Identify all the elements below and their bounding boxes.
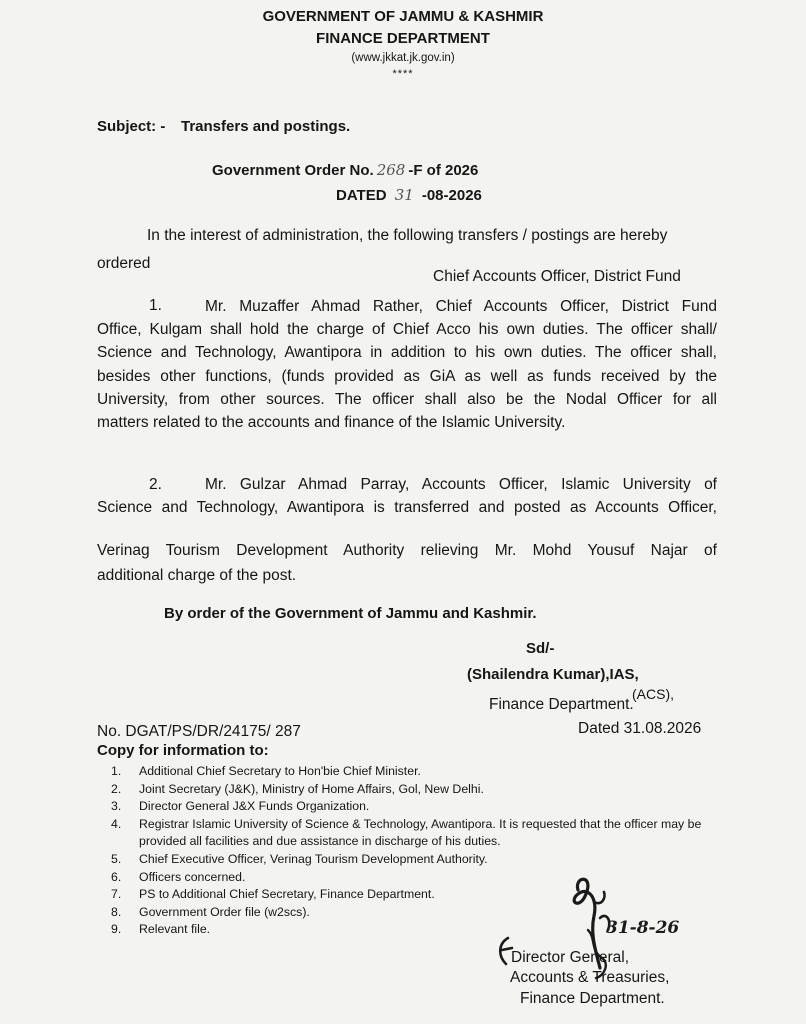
paragraph-1-line: Science and Technology, Awantipora in addition to his own duties. The officer shall, bbox=[97, 344, 717, 362]
director-title: Director General, bbox=[511, 949, 630, 966]
copy-item-text: Officers concerned. bbox=[139, 869, 246, 884]
letterhead-stars: **** bbox=[392, 68, 414, 80]
signature-dept: Finance Department. bbox=[489, 696, 634, 713]
copy-item-number: 3. bbox=[111, 799, 122, 814]
copy-item-number: 2. bbox=[111, 781, 122, 796]
copy-item-text: Joint Secretary (J&K), Ministry of Home Affairs, Gol, New Delhi. bbox=[139, 781, 484, 796]
intro-line-1: In the interest of administration, the following transfers / postings are hereby bbox=[147, 227, 668, 244]
letterhead-website: (www.jkkat.jk.gov.in) bbox=[351, 52, 455, 64]
copy-item-number: 5. bbox=[111, 851, 122, 866]
copy-item-text: Registrar Islamic University of Science & Technology, Awantipora. It is requested that the officer may be bbox=[139, 816, 702, 831]
paragraph-2-line: additional charge of the post. bbox=[97, 567, 297, 584]
copy-item-continuation: provided all facilities and due assistance in discharge of his duties. bbox=[139, 834, 501, 849]
order-number-line bbox=[212, 161, 478, 179]
subject-text: Transfers and postings. bbox=[181, 118, 351, 135]
copy-list-item bbox=[111, 816, 701, 834]
copy-heading: Copy for information to: bbox=[97, 742, 269, 759]
intro-overlap-text: Chief Accounts Officer, District Fund bbox=[433, 268, 681, 285]
director-line-2: Accounts & Treasuries, bbox=[510, 969, 670, 986]
copy-list-item bbox=[111, 781, 701, 799]
paragraph-1-line: University, from other sources. The officer shall also be the Nodal Officer for all bbox=[97, 390, 717, 408]
order-day-handwritten: 31 bbox=[394, 186, 414, 204]
order-number-handwritten: 268 bbox=[376, 161, 406, 179]
paragraph-2-line: Science and Technology, Awantipora is transferred and posted as Accounts Officer, bbox=[97, 499, 717, 516]
copy-item-text: Government Order file (w2scs). bbox=[139, 904, 310, 919]
by-order-line: By order of the Government of Jammu and Kashmir. bbox=[164, 605, 537, 622]
order-prefix: Government Order No. bbox=[212, 162, 374, 179]
copy-item-text: Additional Chief Secretary to Hon'bie Chief Minister. bbox=[139, 764, 421, 778]
paragraph-1 bbox=[97, 295, 717, 434]
copy-list-item bbox=[111, 851, 701, 869]
copy-item-text: Chief Executive Officer, Verinag Tourism Development Authority. bbox=[139, 851, 488, 866]
paragraph-1-number: 1. bbox=[149, 297, 162, 314]
copy-item-text: Relevant file. bbox=[139, 922, 211, 937]
subject-label: Subject: - bbox=[97, 118, 166, 135]
copy-item-number: 7. bbox=[111, 887, 122, 902]
letterhead-department: FINANCE DEPARTMENT bbox=[316, 30, 490, 47]
director-line-3: Finance Department. bbox=[520, 990, 665, 1007]
intro-line-2: ordered bbox=[97, 255, 151, 272]
paragraph-1-line: Mr. Muzaffer Ahmad Rather, Chief Accounts Officer, District Fund bbox=[205, 298, 717, 315]
paragraph-2-line: Mr. Gulzar Ahmad Parray, Accounts Officer, Islamic University of bbox=[205, 476, 717, 493]
order-date-line bbox=[336, 186, 482, 204]
signature-name: (Shailendra Kumar),IAS, bbox=[467, 666, 639, 683]
order-dated-label: DATED bbox=[336, 187, 387, 204]
copy-list-item bbox=[111, 798, 701, 816]
copy-item-number: 1. bbox=[111, 764, 122, 778]
signature-handwritten-date: 31-8-26 bbox=[606, 918, 680, 938]
copy-item-number: 6. bbox=[111, 869, 122, 884]
letterhead-government: GOVERNMENT OF JAMMU & KASHMIR bbox=[262, 8, 544, 25]
reference-number: No. DGAT/PS/DR/24175/ 287 bbox=[97, 723, 301, 740]
signature-sd: Sd/- bbox=[526, 640, 555, 657]
paragraph-2-number: 2. bbox=[149, 476, 162, 493]
copy-list-item bbox=[111, 763, 701, 781]
order-date-suffix: -08-2026 bbox=[421, 187, 482, 204]
paragraph-1-line: matters related to the accounts and finance of the Islamic University. bbox=[97, 414, 566, 432]
signature-acs: (ACS), bbox=[632, 686, 674, 702]
paragraph-1-line: besides other functions, (funds provided as GiA as well as funds received by the bbox=[97, 367, 717, 385]
copy-item-number: 8. bbox=[111, 904, 122, 919]
copy-item-number: 4. bbox=[111, 816, 122, 831]
copy-item-text: Director General J&X Funds Organization. bbox=[139, 799, 370, 814]
paragraph-2-line: Verinag Tourism Development Authority relieving Mr. Mohd Yousuf Najar of bbox=[97, 542, 717, 559]
copy-item-number: 9. bbox=[111, 922, 122, 937]
reference-date: Dated 31.08.2026 bbox=[578, 720, 702, 737]
paragraph-1-line: Office, Kulgam shall hold the charge of Chief Acco his own duties. The officer shall/ bbox=[97, 321, 717, 339]
order-suffix: -F of 2026 bbox=[408, 162, 479, 179]
copy-item-text: PS to Additional Chief Secretary, Finance Department. bbox=[139, 887, 435, 902]
